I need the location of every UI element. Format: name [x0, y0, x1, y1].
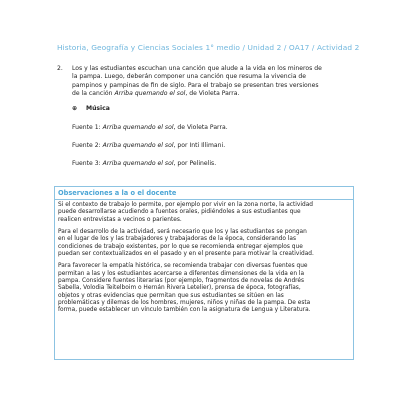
observation-paragraph — [58, 229, 350, 258]
observation-paragraph — [58, 202, 350, 224]
observation-line: problemáticas y dilemas de los hombres, mujeres, niños y niñas de la pampa. De esta — [58, 300, 311, 307]
source-song: Arriba quemando el sol — [102, 160, 174, 167]
source-song: Arriba quemando el sol — [102, 142, 174, 149]
activity-line: pampinos y pampinas de fin de siglo. Para el trabajo se presentan tres versiones — [72, 81, 319, 89]
observation-line: forma, puede establecer un vínculo también con la asignatura de Lengua y Literatura. — [58, 307, 311, 314]
observations-title: Observaciones a la o el docente — [58, 189, 177, 197]
observation-line: realicen entrevistas a vecinos o parientes. — [58, 216, 182, 223]
observation-line: Para el desarrollo de la actividad, será necesario que los y las estudiantes se pongan — [58, 229, 307, 236]
observations-divider — [55, 199, 353, 200]
music-resource-icon: ⊕ — [72, 105, 78, 112]
observation-line: condiciones de trabajo existentes, por lo que se recomienda entregar ejemplos que — [58, 243, 303, 250]
source-suffix: , por Inti Illimani. — [173, 142, 226, 149]
source-item-1 — [72, 124, 228, 131]
observations-body — [58, 202, 350, 320]
source-prefix: Fuente 2: — [72, 142, 103, 149]
teacher-observations-box — [54, 186, 354, 360]
activity-number: 2. — [57, 65, 63, 72]
source-item-3 — [72, 160, 216, 167]
breadcrumb-header: Historia, Geografía y Ciencias Sociales 1° medio / Unidad 2 / OA17 / Actividad 2 — [57, 43, 360, 52]
activity-line-prefix: de la canción — [72, 89, 115, 97]
observation-line: Si el contexto de trabajo lo permite, por ejemplo por vivir en la zona norte, la actividad — [58, 202, 314, 208]
observation-paragraph — [58, 263, 350, 314]
observation-line: Sabella, Volodia Teitelboim o Hernán Rivera Letelier), prensa de época, fotografías, — [58, 285, 301, 292]
source-suffix: , por Pelinelis. — [173, 160, 217, 167]
observation-line: objetos y otras evidencias que permitan que sus estudiantes se sitúen en las — [58, 292, 284, 299]
source-song: Arriba quemando el sol — [102, 124, 174, 131]
observation-line: puedan ser contextualizados en el pasado y en el presente para motivar la creatividad. — [58, 251, 314, 258]
source-prefix: Fuente 3: — [72, 160, 103, 167]
resource-label: Música — [86, 105, 110, 112]
activity-line: la pampa. Luego, deberán componer una canción que resuma la vivencia de — [72, 73, 306, 81]
source-item-2 — [72, 142, 225, 149]
observation-line: en el lugar de los y las trabajadores y trabajadoras de la época, considerando las — [58, 236, 297, 243]
activity-line: Los y las estudiantes escuchan una canción que alude a la vida en los mineros de — [72, 65, 322, 72]
observation-line: Para favorecer la empatía histórica, se recomienda trabajar con diversas fuentes que — [58, 263, 308, 270]
resource-music[interactable] — [72, 105, 110, 112]
activity-instructions — [57, 65, 353, 98]
song-title: Arriba quemando el sol — [114, 89, 186, 97]
source-suffix: , de Violeta Parra. — [173, 124, 228, 131]
source-prefix: Fuente 1: — [72, 124, 103, 131]
activity-line-last — [72, 90, 353, 98]
observation-line: puede desarrollarse acudiendo a fuentes orales, pidiéndoles a sus estudiantes que — [58, 209, 301, 216]
observation-line: permitan a las y los estudiantes acercarse a diferentes dimensiones de la vida en la — [58, 270, 305, 277]
activity-text — [72, 65, 353, 98]
observation-line: pampa. Considere fuentes literarias (por ejemplo, fragmentos de novelas de Andrés — [58, 278, 305, 285]
activity-line-suffix: , de Violeta Parra. — [185, 89, 240, 97]
